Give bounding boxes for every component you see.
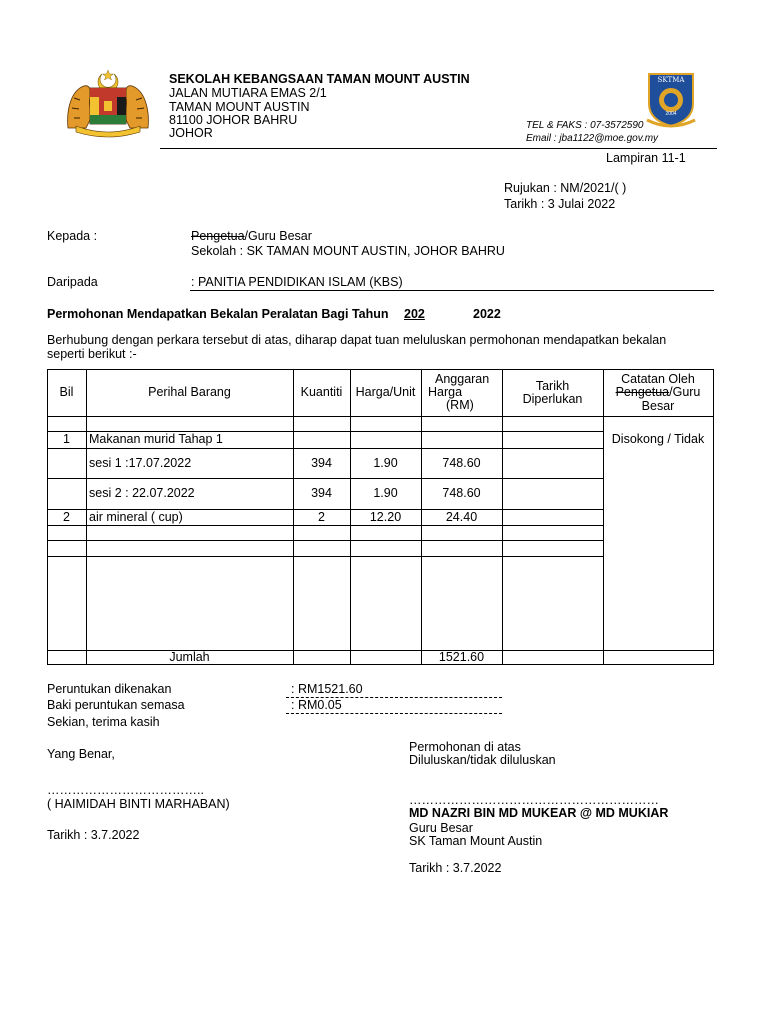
peruntukan-label: Peruntukan dikenakan bbox=[47, 682, 172, 696]
baki-label: Baki peruntukan semasa bbox=[47, 698, 185, 712]
th-bil: Bil bbox=[59, 385, 74, 399]
tbl-hline bbox=[47, 556, 603, 557]
sekian: Sekian, terima kasih bbox=[47, 715, 160, 729]
table-row-2-kuantiti: 394 bbox=[311, 456, 332, 470]
daripada-label: Daripada bbox=[47, 275, 98, 289]
address-line-2: TAMAN MOUNT AUSTIN bbox=[169, 100, 310, 114]
tbl-hline bbox=[47, 478, 603, 479]
kepada-struck: Pengetua bbox=[191, 229, 245, 243]
kepada-role-text: /Guru Besar bbox=[244, 229, 312, 243]
right-sign-name: MD NAZRI BIN MD MUKEAR @ MD MUKIAR bbox=[409, 806, 669, 820]
school-logo-text: SKTMA bbox=[657, 76, 685, 84]
right-sign-line-1: Permohonan di atas bbox=[409, 740, 521, 754]
address-line-4: JOHOR bbox=[169, 126, 213, 140]
left-sign-dots: ……………………………….. bbox=[47, 783, 204, 797]
table-row-4-kuantiti: 2 bbox=[318, 510, 325, 524]
tbl-hline bbox=[47, 369, 714, 370]
email: Email : jba1122@moe.gov.my bbox=[526, 133, 659, 144]
th-catatan-struck: Pengetua bbox=[615, 385, 670, 399]
jumlah-label: Jumlah bbox=[169, 650, 210, 664]
th-catatan-1: Catatan Oleh bbox=[621, 372, 695, 386]
tbl-vline bbox=[502, 369, 503, 665]
table-row-2-anggaran: 748.60 bbox=[442, 456, 481, 470]
body-line-2: seperti berikut :- bbox=[47, 347, 137, 361]
th-harga: Harga/Unit bbox=[355, 385, 416, 399]
tbl-hline bbox=[47, 416, 714, 417]
th-anggaran-1: Anggaran bbox=[435, 372, 490, 386]
tbl-hline bbox=[47, 540, 603, 541]
th-tarikh-2: Diperlukan bbox=[522, 392, 583, 406]
school-logo-year: 2004 bbox=[665, 111, 677, 117]
kepada-label: Kepada : bbox=[47, 229, 98, 243]
subject-year: 2022 bbox=[473, 307, 501, 321]
address-line-1: JALAN MUTIARA EMAS 2/1 bbox=[169, 86, 327, 100]
body-line-1: Berhubung dengan perkara tersebut di atas, diharap dapat tuan meluluskan permohonan mendapatkan bekalan bbox=[47, 333, 667, 347]
th-catatan-guru: /Guru bbox=[669, 385, 701, 399]
table-row-2-perihal: sesi 1 :17.07.2022 bbox=[89, 456, 192, 470]
th-kuantiti: Kuantiti bbox=[300, 385, 343, 399]
right-sign-tarikh: Tarikh : 3.7.2022 bbox=[409, 861, 502, 875]
kepada-sekolah: Sekolah : SK TAMAN MOUNT AUSTIN, JOHOR BAHRU bbox=[191, 244, 505, 258]
header-divider bbox=[160, 148, 717, 149]
right-sign-title: Guru Besar bbox=[409, 821, 473, 835]
th-catatan-2 bbox=[603, 385, 713, 399]
table-row-4-harga: 12.20 bbox=[369, 510, 402, 524]
right-sign-school: SK Taman Mount Austin bbox=[409, 834, 543, 848]
th-tarikh-1: Tarikh bbox=[535, 379, 570, 393]
table-row-1-perihal: Makanan murid Tahap 1 bbox=[89, 432, 223, 446]
catatan-value: Disokong / Tidak bbox=[611, 432, 705, 446]
daripada-value: : PANITIA PENDIDIKAN ISLAM (KBS) bbox=[191, 275, 403, 289]
yang-benar: Yang Benar, bbox=[47, 747, 115, 761]
peruntukan-value: : RM1521.60 bbox=[291, 682, 363, 696]
table-row-1-bil: 1 bbox=[63, 432, 70, 446]
tbl-hline bbox=[47, 664, 714, 665]
table-row-4-anggaran: 24.40 bbox=[445, 510, 478, 524]
left-sign-name: ( HAIMIDAH BINTI MARHABAN) bbox=[47, 797, 230, 811]
request-table bbox=[47, 369, 714, 665]
kepada-role bbox=[191, 229, 312, 243]
tarikh-top: Tarikh : 3 Julai 2022 bbox=[504, 197, 616, 211]
crest-logo bbox=[62, 68, 154, 138]
school-logo bbox=[645, 70, 697, 128]
table-row-2-harga: 1.90 bbox=[373, 456, 398, 470]
rujukan: Rujukan : NM/2021/( ) bbox=[504, 181, 627, 195]
table-row-4-bil: 2 bbox=[63, 510, 70, 524]
tbl-hline bbox=[47, 525, 603, 526]
table-row-3-anggaran: 748.60 bbox=[442, 486, 481, 500]
table-row-4-perihal: air mineral ( cup) bbox=[89, 510, 183, 524]
table-row-3-harga: 1.90 bbox=[373, 486, 398, 500]
tel-fax: TEL & FAKS : 07-3572590 bbox=[526, 120, 644, 131]
baki-value: : RM0.05 bbox=[291, 698, 342, 712]
right-sign-line-2: Diluluskan/tidak diluluskan bbox=[409, 753, 556, 767]
tbl-vline bbox=[603, 369, 604, 665]
left-sign-tarikh: Tarikh : 3.7.2022 bbox=[47, 828, 140, 842]
th-anggaran-2: Harga bbox=[428, 385, 463, 399]
address-line-3: 81100 JOHOR BAHRU bbox=[169, 113, 298, 127]
th-catatan-3: Besar bbox=[641, 399, 675, 413]
right-sign-dots: …………………………………………………… bbox=[409, 793, 659, 807]
subject-text: Permohonan Mendapatkan Bekalan Peralatan Bagi Tahun bbox=[47, 307, 389, 321]
school-name: SEKOLAH KEBANGSAAN TAMAN MOUNT AUSTIN bbox=[169, 72, 470, 86]
daripada-underline bbox=[190, 290, 714, 291]
jumlah-value: 1521.60 bbox=[438, 650, 485, 664]
subject-year-partial: 202 bbox=[404, 307, 425, 321]
th-perihal: Perihal Barang bbox=[148, 385, 231, 399]
baki-underline bbox=[286, 713, 502, 714]
th-anggaran-3: (RM) bbox=[446, 398, 474, 412]
table-row-3-kuantiti: 394 bbox=[311, 486, 332, 500]
table-row-3-perihal: sesi 2 : 22.07.2022 bbox=[89, 486, 195, 500]
tbl-vline bbox=[713, 369, 714, 665]
tbl-vline bbox=[86, 369, 87, 665]
lampiran: Lampiran 11-1 bbox=[606, 151, 686, 165]
tbl-hline bbox=[47, 448, 603, 449]
